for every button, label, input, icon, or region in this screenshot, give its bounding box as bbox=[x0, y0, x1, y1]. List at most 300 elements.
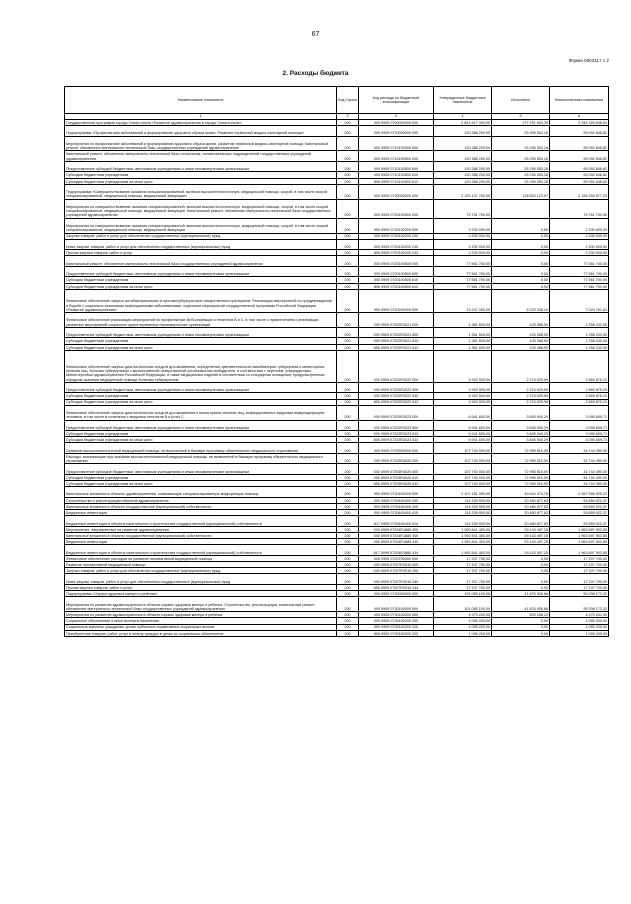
row-approved: 77 561 700,00 bbox=[434, 266, 492, 277]
row-approved: 1 361 500,00 bbox=[434, 327, 492, 338]
row-code: 200 bbox=[337, 289, 359, 312]
row-kbk: 000 0909 0720400400 000 bbox=[359, 497, 434, 503]
row-kbk: 000 0909 0720100500 610 bbox=[359, 277, 434, 283]
row-approved: 1 361 500,00 bbox=[434, 338, 492, 344]
row-kbk: 806 0909 07202R2021 612 bbox=[359, 344, 434, 350]
column-number: 3 bbox=[359, 114, 434, 120]
row-unexecuted: 1 258 232,00 bbox=[550, 338, 609, 344]
row-code: 200 bbox=[337, 597, 359, 612]
row-code: 200 bbox=[337, 481, 359, 487]
row-executed: 72 995 510,00 bbox=[492, 481, 550, 487]
row-unexecuted: 95 092 646,82 bbox=[550, 161, 609, 172]
row-unexecuted: 17 207 700,00 bbox=[550, 562, 609, 568]
row-approved: 4 979 200,00 bbox=[434, 612, 492, 618]
header-code: Код строки bbox=[337, 87, 359, 114]
row-code: 200 bbox=[337, 172, 359, 178]
row-approved: 13 247 000,00 bbox=[434, 289, 492, 312]
row-unexecuted: 34 744 490,00 bbox=[550, 443, 609, 454]
row-kbk: 806 0909 0720100200 244 bbox=[359, 250, 434, 256]
row-name: Предоставление субсидий бюджетным, автономным учреждениям и иным некоммерческим организациям bbox=[65, 161, 337, 172]
row-name: Иные закупки товаров, работ и услуг для обеспечения государственных (муниципальных) нужд bbox=[65, 574, 337, 585]
row-executed: 0,00 bbox=[492, 256, 550, 267]
row-code: 200 bbox=[337, 420, 359, 431]
row-executed: 0,00 bbox=[492, 562, 550, 568]
row-name: Закупка товаров, работ и услуг для обеспечения государственных (муниципальных) нужд bbox=[65, 233, 337, 239]
row-code: 200 bbox=[337, 283, 359, 289]
row-unexecuted: 95 092 646,82 bbox=[550, 151, 609, 162]
row-code: 200 bbox=[337, 510, 359, 516]
row-approved: 4 943 900,00 bbox=[434, 382, 492, 393]
row-executed: 2 274 029,90 bbox=[492, 350, 550, 382]
row-name: Оказание высокотехнологичной медицинской помощи, не включенной в базовую программу обязательного медицинского страхования bbox=[65, 443, 337, 454]
row-executed: 29 143 497,15 bbox=[492, 545, 550, 556]
row-executed: 25 295 553,18 bbox=[492, 178, 550, 184]
row-approved: 77 561 700,00 bbox=[434, 277, 492, 283]
row-unexecuted: 1 963 697 902,85 bbox=[550, 526, 609, 532]
row-kbk: 000 0909 0720100500 000 bbox=[359, 256, 434, 267]
row-name: Прочая закупка товаров, работ и услуг bbox=[65, 584, 337, 590]
row-approved: 114 339 900,00 bbox=[434, 497, 492, 503]
row-code: 200 bbox=[337, 256, 359, 267]
row-approved: 4 943 900,00 bbox=[434, 350, 492, 382]
row-unexecuted: 2 057 556 925,22 bbox=[550, 487, 609, 498]
row-approved: 6 941 600,00 bbox=[434, 420, 492, 431]
row-name: Предоставление субсидий бюджетным, автономным учреждениям и иным некоммерческим организациям bbox=[65, 327, 337, 338]
row-code: 200 bbox=[337, 624, 359, 630]
page-number: 67 bbox=[311, 31, 320, 38]
row-unexecuted: 2 669 870,10 bbox=[550, 399, 609, 405]
row-code: 200 bbox=[337, 126, 359, 137]
row-approved: 17 207 700,00 bbox=[434, 584, 492, 590]
row-executed: 72 995 510,00 bbox=[492, 474, 550, 480]
row-executed: 3 845 940,29 bbox=[492, 437, 550, 443]
row-name: Субсидии бюджетным учреждениям на иные цели bbox=[65, 437, 337, 443]
row-name: Мероприятия по профилактике заболеваний и формированию здорового образа жизни, развитию первичной медико-санитарной помощи. Капитальный ремонт, обновление материально-технической базы государственных учреждений здравоохранения bbox=[65, 136, 337, 151]
row-executed: 103 268,00 bbox=[492, 327, 550, 338]
row-name: Прочая закупка товаров, работ и услуг bbox=[65, 250, 337, 256]
row-approved: 114 339 900,00 bbox=[434, 510, 492, 516]
row-name: Субсидии бюджетным учреждениям bbox=[65, 338, 337, 344]
row-executed: 29 143 497,15 bbox=[492, 533, 550, 539]
row-code: 200 bbox=[337, 526, 359, 532]
row-name: Подпрограмма «Совершенствование оказания специализированной, включая высокотехнологичную, медицинской помощи, скорой, в том числе скорой специализированной, медицинской помощи, медицинской эвакуации» bbox=[65, 184, 337, 199]
row-kbk: 806 0909 07207R2010 244 bbox=[359, 584, 434, 590]
row-approved: 17 207 700,00 bbox=[434, 568, 492, 574]
row-kbk: 000 0909 0710000000 000 bbox=[359, 126, 434, 137]
row-kbk: 000 0909 0730100200 000 bbox=[359, 612, 434, 618]
row-approved: 114 339 900,00 bbox=[434, 503, 492, 509]
row-name: Капитальные вложения в объекты государственной (муниципальной) собственности bbox=[65, 503, 337, 509]
row-code: 200 bbox=[337, 464, 359, 475]
row-approved: 79 761 700,00 bbox=[434, 199, 492, 218]
row-approved: 17 207 700,00 bbox=[434, 555, 492, 561]
section-title: 2. Расходы бюджета bbox=[282, 70, 349, 77]
table-row bbox=[65, 464, 609, 475]
row-approved: 2 200 000,00 bbox=[434, 250, 492, 256]
row-code: 200 bbox=[337, 327, 359, 338]
row-code: 200 bbox=[337, 338, 359, 344]
row-kbk: 000 0909 0720100200 000 bbox=[359, 218, 434, 233]
row-executed: 0,00 bbox=[492, 218, 550, 233]
row-unexecuted: 4 470 041,90 bbox=[550, 612, 609, 618]
table-row bbox=[65, 199, 609, 218]
row-kbk: 000 0909 0730100200 320 bbox=[359, 624, 434, 630]
row-kbk: 806 0909 07202R2023 612 bbox=[359, 437, 434, 443]
row-executed: 41 876 926,68 bbox=[492, 591, 550, 597]
row-approved: 1 361 500,00 bbox=[434, 344, 492, 350]
row-kbk: 000 0909 0720100200 200 bbox=[359, 233, 434, 239]
row-name: Развитие паллиативной медицинской помощи bbox=[65, 562, 337, 568]
row-kbk: 000 0909 07202R2022 610 bbox=[359, 393, 434, 399]
row-code: 200 bbox=[337, 591, 359, 597]
row-code: 200 bbox=[337, 161, 359, 172]
row-code: 200 bbox=[337, 516, 359, 527]
row-executed: 0,00 bbox=[492, 555, 550, 561]
row-code: 200 bbox=[337, 277, 359, 283]
row-kbk: 000 0909 07202R2022 000 bbox=[359, 350, 434, 382]
row-unexecuted: 1 258 232,00 bbox=[550, 327, 609, 338]
row-executed: 25 295 553,18 bbox=[492, 161, 550, 172]
row-name: Субсидии бюджетным учреждениям bbox=[65, 277, 337, 283]
row-unexecuted: 93 859 022,37 bbox=[550, 510, 609, 516]
row-approved: 120 388 200,00 bbox=[434, 151, 492, 162]
row-kbk: 000 0909 0710100500 000 bbox=[359, 151, 434, 162]
row-executed: 20 480 877,63 bbox=[492, 510, 550, 516]
row-unexecuted: 17 207 700,00 bbox=[550, 568, 609, 574]
row-kbk: 000 0909 07204R1880 410 bbox=[359, 539, 434, 545]
row-approved: 17 207 700,00 bbox=[434, 562, 492, 568]
row-unexecuted: 7 023 761,81 bbox=[550, 289, 609, 312]
table-row bbox=[65, 597, 609, 612]
row-approved: 1 992 841 400,00 bbox=[434, 533, 492, 539]
row-kbk: 000 0909 0720400400 400 bbox=[359, 503, 434, 509]
row-name: Социальные выплаты гражданам, кроме публичных нормативных социальных выплат bbox=[65, 624, 337, 630]
row-name: Подпрограмма «Охрана здоровья матери и ребенка» bbox=[65, 591, 337, 597]
row-name: Субсидии бюджетным учреждениям bbox=[65, 172, 337, 178]
row-name: Мероприятия по совершенствованию оказания специализированной, включая высокотехнологичную, медицинской помощи, скорой, в том числе скорой специализированной, медицинской помощи, медицинской эвакуации. Капитальный ремонт, обновление материально-технической базы государственных учреждений здравоохранения bbox=[65, 199, 337, 218]
row-unexecuted: 95 092 646,82 bbox=[550, 172, 609, 178]
row-unexecuted: 2 200 000,00 bbox=[550, 239, 609, 250]
row-approved: 6 941 600,00 bbox=[434, 431, 492, 437]
row-unexecuted: 77 561 700,00 bbox=[550, 256, 609, 267]
row-unexecuted: 2 200 000,00 bbox=[550, 250, 609, 256]
row-code: 200 bbox=[337, 199, 359, 218]
row-unexecuted: 95 092 646,82 bbox=[550, 136, 609, 151]
row-unexecuted: 93 859 022,37 bbox=[550, 497, 609, 503]
row-kbk: 000 0909 07202R2021 600 bbox=[359, 327, 434, 338]
row-kbk: 000 0909 0730100000 000 bbox=[359, 597, 434, 612]
row-code: 200 bbox=[337, 218, 359, 233]
row-kbk: 000 0909 07202R2022 600 bbox=[359, 382, 434, 393]
row-kbk: 000 0909 0700000000 000 bbox=[359, 120, 434, 126]
row-approved: 2 200 000,00 bbox=[434, 233, 492, 239]
row-unexecuted: 3 095 659,71 bbox=[550, 420, 609, 431]
row-code: 200 bbox=[337, 136, 359, 151]
row-name: Субсидии бюджетным учреждениям на иные цели bbox=[65, 178, 337, 184]
row-code: 200 bbox=[337, 612, 359, 618]
row-name: Субсидии бюджетным учреждениям bbox=[65, 474, 337, 480]
row-kbk: 000 0909 07203R4020 610 bbox=[359, 474, 434, 480]
row-code: 200 bbox=[337, 393, 359, 399]
row-unexecuted: 2 669 870,10 bbox=[550, 382, 609, 393]
row-executed: 0,00 bbox=[492, 250, 550, 256]
row-code: 200 bbox=[337, 350, 359, 382]
row-code: 200 bbox=[337, 497, 359, 503]
table-row bbox=[65, 161, 609, 172]
row-unexecuted: 1 963 697 902,85 bbox=[550, 545, 609, 556]
row-name: Иные закупки товаров, работ и услуг для обеспечения государственных (муниципальных) нужд bbox=[65, 239, 337, 250]
row-kbk: 806 0909 0720100500 612 bbox=[359, 283, 434, 289]
row-unexecuted: 17 207 700,00 bbox=[550, 574, 609, 585]
row-executed: 25 295 553,18 bbox=[492, 151, 550, 162]
row-executed: 29 143 497,15 bbox=[492, 539, 550, 545]
row-name: Капитальный ремонт, обновление материально-технической базы государственных учреждений здравоохранения bbox=[65, 256, 337, 267]
column-number: 6 bbox=[550, 114, 609, 120]
row-executed: 2 274 029,90 bbox=[492, 393, 550, 399]
row-unexecuted: 34 744 490,00 bbox=[550, 453, 609, 464]
table-row bbox=[65, 184, 609, 199]
row-name: Расходы, возникающие при оказании высокотехнологичной медицинской помощи, не включенной в базовую программу обязательного медицинского страхования bbox=[65, 453, 337, 464]
row-executed: 0,00 bbox=[492, 630, 550, 636]
expenses-table bbox=[64, 86, 609, 637]
row-kbk: 000 0909 0720300000 000 bbox=[359, 443, 434, 454]
row-code: 200 bbox=[337, 399, 359, 405]
table-row bbox=[65, 151, 609, 162]
table-row bbox=[65, 443, 609, 454]
row-approved: 1 992 841 400,00 bbox=[434, 545, 492, 556]
row-kbk: 817 0909 0720400400 414 bbox=[359, 516, 434, 527]
table-row bbox=[65, 266, 609, 277]
row-name: Финансовое обеспечение закупок антибактериальных и противотуберкулезных лекарственных препаратов. Реализация мероприятий по предупреждению и борьбе с социально значимыми инфекционными заболеваниями, отдельных мероприятий государственной программы Российской Федерации «Развитие здравоохранения» bbox=[65, 289, 337, 312]
row-unexecuted: 1 963 697 902,85 bbox=[550, 539, 609, 545]
row-executed: 2 274 029,90 bbox=[492, 382, 550, 393]
table-row bbox=[65, 350, 609, 382]
row-kbk: 000 0909 0710100500 600 bbox=[359, 161, 434, 172]
header-approved: Утвержденные бюджетные назначения bbox=[434, 87, 492, 114]
row-code: 200 bbox=[337, 184, 359, 199]
header-name: Наименование показателя bbox=[65, 87, 337, 114]
row-executed: 0,00 bbox=[492, 233, 550, 239]
row-approved: 107 740 000,00 bbox=[434, 443, 492, 454]
form-code: Форма 0503117 с.2 bbox=[568, 58, 609, 63]
row-name: Социальное обеспечение и иные выплаты населению bbox=[65, 618, 337, 624]
row-executed: 0,00 bbox=[492, 624, 550, 630]
row-code: 200 bbox=[337, 178, 359, 184]
table-row bbox=[65, 630, 609, 636]
row-code: 200 bbox=[337, 453, 359, 464]
row-approved: 4 943 900,00 bbox=[434, 393, 492, 399]
table-row bbox=[65, 239, 609, 250]
row-executed: 103 268,00 bbox=[492, 344, 550, 350]
table-row bbox=[65, 487, 609, 498]
row-unexecuted: 77 561 700,00 bbox=[550, 283, 609, 289]
row-name: Финансовое обеспечение расходов на развитие паллиативной медицинской помощи bbox=[65, 555, 337, 561]
row-executed: 25 295 553,18 bbox=[492, 136, 550, 151]
row-approved: 6 941 600,00 bbox=[434, 405, 492, 420]
row-approved: 77 561 700,00 bbox=[434, 283, 492, 289]
row-approved: 120 388 200,00 bbox=[434, 172, 492, 178]
row-executed bbox=[492, 199, 550, 218]
row-approved: 107 740 000,00 bbox=[434, 474, 492, 480]
row-name: Капитальные вложения в объекты государственной (муниципальной) собственности bbox=[65, 533, 337, 539]
row-executed: 0,00 bbox=[492, 584, 550, 590]
row-approved: 2 107 181 300,00 bbox=[434, 487, 492, 498]
row-approved: 107 740 000,00 bbox=[434, 464, 492, 475]
row-code: 200 bbox=[337, 382, 359, 393]
row-approved: 1 361 500,00 bbox=[434, 313, 492, 328]
row-executed: 3 845 940,29 bbox=[492, 431, 550, 437]
row-kbk: 817 0909 07204R1880 414 bbox=[359, 545, 434, 556]
table-row bbox=[65, 313, 609, 328]
row-approved: 107 740 000,00 bbox=[434, 481, 492, 487]
table-row bbox=[65, 289, 609, 312]
row-unexecuted: 1 963 697 902,85 bbox=[550, 533, 609, 539]
row-code: 200 bbox=[337, 405, 359, 420]
row-code: 200 bbox=[337, 266, 359, 277]
table-row bbox=[65, 126, 609, 137]
row-unexecuted: 2 669 870,10 bbox=[550, 393, 609, 399]
row-approved: 4 943 900,00 bbox=[434, 399, 492, 405]
row-approved: 1 095 200,00 bbox=[434, 618, 492, 624]
row-executed: 103 268,00 bbox=[492, 338, 550, 344]
row-code: 200 bbox=[337, 233, 359, 239]
row-approved: 77 561 700,00 bbox=[434, 256, 492, 267]
row-unexecuted: 3 095 659,71 bbox=[550, 437, 609, 443]
row-unexecuted: 77 561 700,00 bbox=[550, 277, 609, 283]
row-kbk: 000 0909 0710100500 610 bbox=[359, 172, 434, 178]
row-name: Субсидии бюджетным учреждениям на иные цели bbox=[65, 344, 337, 350]
column-number: 5 bbox=[492, 114, 550, 120]
row-executed: 0,00 bbox=[492, 239, 550, 250]
row-kbk: 000 0909 07207R2010 240 bbox=[359, 574, 434, 585]
row-name: Предоставление субсидий бюджетным, автономным учреждениям и иным некоммерческим организациям bbox=[65, 382, 337, 393]
row-code: 200 bbox=[337, 584, 359, 590]
row-name: Финансовое обеспечение реализации мероприятий по профилактике ВИЧ-инфекции и гепатитов В и С, в том числе с привлечением к реализации указанных мероприятий социально ориентированных некоммерческих организаций bbox=[65, 313, 337, 328]
row-name: Предоставление субсидий бюджетным, автономным учреждениям и иным некоммерческим организациям bbox=[65, 266, 337, 277]
row-executed: 20 480 877,63 bbox=[492, 516, 550, 527]
row-kbk: 806 0909 0710100500 612 bbox=[359, 178, 434, 184]
column-number: 4 bbox=[434, 114, 492, 120]
row-approved: 2 325 137 700,00 bbox=[434, 184, 492, 199]
row-unexecuted: 17 207 700,00 bbox=[550, 555, 609, 561]
row-executed: 25 295 553,18 bbox=[492, 172, 550, 178]
row-approved: 1 095 200,00 bbox=[434, 630, 492, 636]
row-unexecuted: 93 859 022,37 bbox=[550, 503, 609, 509]
row-name: Бюджетные инвестиции bbox=[65, 539, 337, 545]
row-unexecuted: 3 095 659,71 bbox=[550, 405, 609, 420]
row-approved: 2 821 617 300,00 bbox=[434, 120, 492, 126]
row-kbk: 000 0909 07204R1880 000 bbox=[359, 526, 434, 532]
table-row bbox=[65, 327, 609, 338]
row-approved: 120 388 200,00 bbox=[434, 161, 492, 172]
row-kbk: 000 0909 07207R2010 000 bbox=[359, 562, 434, 568]
row-code: 200 bbox=[337, 562, 359, 568]
header-kbk: Код расхода по бюджетной классификации bbox=[359, 87, 434, 114]
row-name: Приобретение товаров, работ, услуг в пользу граждан в целях их социального обеспечения bbox=[65, 630, 337, 636]
table-header-row bbox=[65, 87, 609, 114]
row-kbk: 000 0909 0720200000 000 bbox=[359, 289, 434, 312]
row-code: 200 bbox=[337, 574, 359, 585]
row-executed: 509 158,10 bbox=[492, 612, 550, 618]
row-name: Закупка товаров, работ и услуг для обеспечения государственных (муниципальных) нужд bbox=[65, 568, 337, 574]
row-unexecuted: 34 744 490,00 bbox=[550, 481, 609, 487]
row-kbk: 000 0909 0720100500 600 bbox=[359, 266, 434, 277]
row-kbk: 806 0909 07202R2022 612 bbox=[359, 399, 434, 405]
row-name: Предоставление субсидий бюджетным, автономным учреждениям и иным некоммерческим организациям bbox=[65, 420, 337, 431]
row-unexecuted: 2 196 294 577,03 bbox=[550, 184, 609, 199]
row-executed: 25 295 553,18 bbox=[492, 126, 550, 137]
row-kbk: 000 0909 07207R2010 200 bbox=[359, 568, 434, 574]
row-executed: 29 143 497,15 bbox=[492, 526, 550, 532]
row-name: Бюджетные инвестиции bbox=[65, 510, 337, 516]
row-unexecuted: 1 095 200,00 bbox=[550, 624, 609, 630]
row-name: Финансовое обеспечение закупок диагностических средств для выявления, определения чувствительности микобактерии туберкулеза и мониторинга лечения лиц, больных туберкулезом с множественной лекарственной устойчивостью возбудителя, в соответствии с перечнем, утвержденным Министерством здравоохранения Российской Федерации, а также медицинских изделий в соответствии со стандартом оснащения, предусмотренным порядком оказания медицинской помощи больным туберкулезом bbox=[65, 350, 337, 382]
row-name: Мероприятия по развитию здравоохранения в области охраны здоровья матери и ребенка. Строительство, реконструкция, капитальный ремонт, обновление материально-технической базы государственных учреждений здравоохранения bbox=[65, 597, 337, 612]
row-kbk: 000 0909 0710100000 000 bbox=[359, 136, 434, 151]
row-executed: 0,00 bbox=[492, 266, 550, 277]
row-code: 200 bbox=[337, 503, 359, 509]
table-row bbox=[65, 545, 609, 556]
row-approved: 2 200 000,00 bbox=[434, 218, 492, 233]
row-name: Мероприятия по развитию здравоохранения в области охраны здоровья матери и ребенка bbox=[65, 612, 337, 618]
row-kbk: 000 0909 07202R2021 610 bbox=[359, 338, 434, 344]
row-code: 200 bbox=[337, 443, 359, 454]
row-executed: 41 876 926,68 bbox=[492, 597, 550, 612]
row-executed: 49 624 374,78 bbox=[492, 487, 550, 498]
row-unexecuted: 79 761 700,00 bbox=[550, 199, 609, 218]
row-kbk: 000 0909 0720100000 000 bbox=[359, 199, 434, 218]
row-code: 200 bbox=[337, 151, 359, 162]
row-approved: 17 207 700,00 bbox=[434, 574, 492, 585]
row-code: 200 bbox=[337, 250, 359, 256]
table-body bbox=[65, 120, 609, 637]
row-executed: 128 843 122,97 bbox=[492, 184, 550, 199]
row-unexecuted: 1 095 200,00 bbox=[550, 630, 609, 636]
row-executed: 0,00 bbox=[492, 618, 550, 624]
row-executed: 0,00 bbox=[492, 574, 550, 585]
row-approved: 1 992 841 400,00 bbox=[434, 526, 492, 532]
row-name: Субсидии бюджетным учреждениям на иные цели bbox=[65, 399, 337, 405]
table-row bbox=[65, 382, 609, 393]
row-kbk: 000 0909 0730100200 300 bbox=[359, 618, 434, 624]
row-code: 200 bbox=[337, 539, 359, 545]
row-code: 200 bbox=[337, 120, 359, 126]
row-kbk: 000 0909 0720400400 410 bbox=[359, 510, 434, 516]
row-approved: 101 085 100,00 bbox=[434, 591, 492, 597]
column-number: 1 bbox=[65, 114, 337, 120]
row-unexecuted: 93 859 022,37 bbox=[550, 516, 609, 527]
row-name: Субсидии бюджетным учреждениям bbox=[65, 431, 337, 437]
row-executed: 72 995 510,00 bbox=[492, 464, 550, 475]
row-code: 200 bbox=[337, 474, 359, 480]
table-row bbox=[65, 453, 609, 464]
row-unexecuted: 59 208 173,32 bbox=[550, 597, 609, 612]
row-code: 200 bbox=[337, 630, 359, 636]
row-executed: 0,00 bbox=[492, 568, 550, 574]
row-name: Бюджетные инвестиции в объекты капитального строительства государственной (муниципальной) собственности bbox=[65, 516, 337, 527]
row-kbk: 000 0909 07204R1880 400 bbox=[359, 533, 434, 539]
row-code: 200 bbox=[337, 344, 359, 350]
row-approved: 120 388 200,00 bbox=[434, 178, 492, 184]
row-unexecuted: 59 208 173,32 bbox=[550, 591, 609, 597]
row-code: 200 bbox=[337, 437, 359, 443]
row-unexecuted: 95 092 646,82 bbox=[550, 126, 609, 137]
row-kbk: 000 0909 07202R2023 600 bbox=[359, 420, 434, 431]
row-kbk: 000 0909 07202R2023 610 bbox=[359, 431, 434, 437]
row-unexecuted: 1 258 232,00 bbox=[550, 313, 609, 328]
row-code: 200 bbox=[337, 568, 359, 574]
row-unexecuted: 77 561 700,00 bbox=[550, 266, 609, 277]
